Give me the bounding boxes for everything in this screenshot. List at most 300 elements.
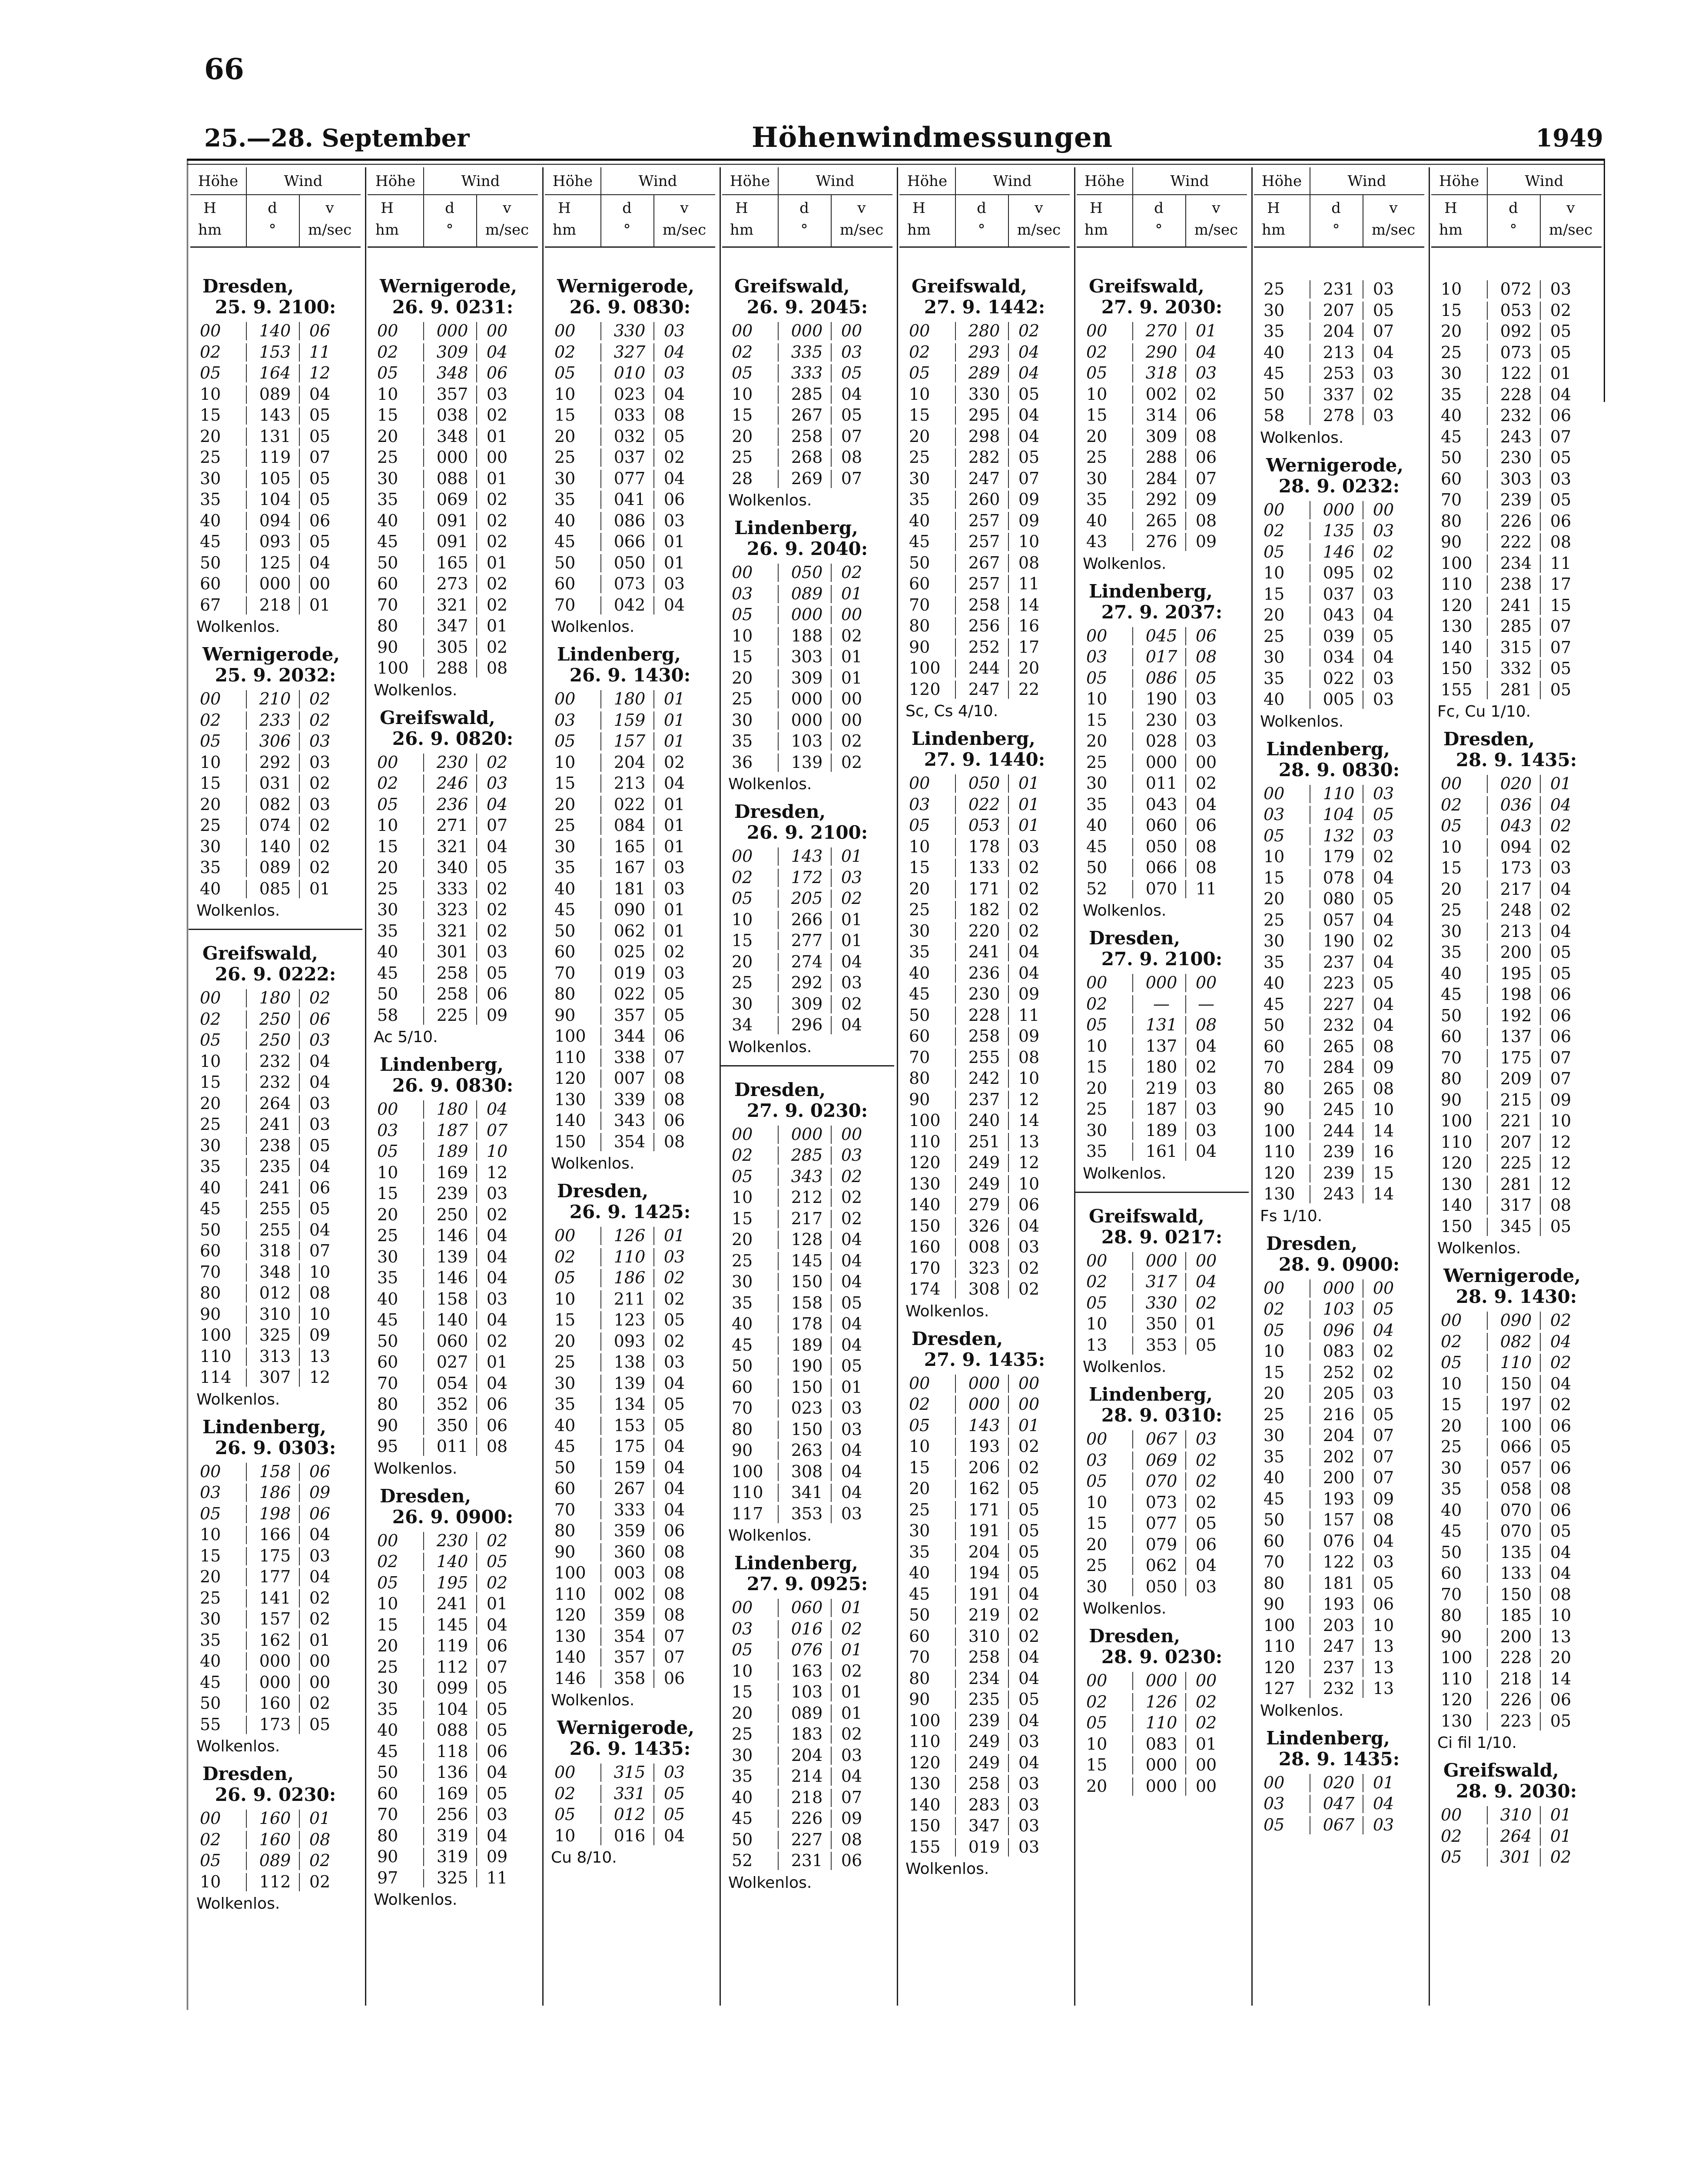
cell-divider (831, 1641, 832, 1659)
height-cell: 35 (377, 1268, 398, 1287)
direction-cell: 190 (791, 1356, 823, 1375)
speed-cell: 04 (1018, 342, 1040, 362)
speed-cell: 04 (663, 774, 685, 793)
cell-divider (778, 470, 779, 488)
cell-divider (1540, 1607, 1541, 1625)
cell-divider (1008, 322, 1009, 340)
direction-cell: 285 (791, 384, 823, 404)
cell-divider (778, 1146, 779, 1165)
table-row (545, 1415, 715, 1436)
speed-cell: 02 (841, 752, 862, 772)
cell-divider (1132, 1252, 1133, 1270)
column-body (899, 276, 1070, 1886)
speed-cell: 01 (1195, 1314, 1217, 1333)
speed-cell: 07 (1550, 1048, 1572, 1067)
height-cell: 40 (377, 942, 398, 961)
speed-cell: 04 (1018, 963, 1040, 983)
cell-divider (476, 1375, 477, 1393)
cell-divider (299, 1242, 300, 1260)
direction-cell: 235 (259, 1157, 291, 1176)
cell-divider (955, 796, 956, 814)
table-row (190, 1156, 361, 1177)
direction-cell: 244 (1323, 1121, 1355, 1140)
speed-cell: 00 (486, 448, 508, 467)
cell-divider (653, 1027, 654, 1046)
speed-cell: 05 (309, 426, 331, 446)
height-cell: 02 (200, 1009, 221, 1029)
cell-divider (1132, 343, 1133, 362)
table-row (190, 1198, 361, 1219)
direction-cell: 008 (968, 1237, 1000, 1256)
header-h-unit: hm (907, 221, 931, 239)
speed-cell: 03 (309, 1093, 331, 1113)
table-row (722, 731, 892, 752)
cell-divider (653, 964, 654, 983)
direction-cell: 308 (968, 1279, 1000, 1299)
speed-cell: 01 (1195, 321, 1217, 340)
height-cell: 10 (909, 1437, 930, 1456)
direction-cell: 089 (791, 1703, 823, 1723)
cell-divider (831, 1378, 832, 1397)
column-divider (1074, 167, 1075, 2006)
speed-cell: 03 (1373, 826, 1394, 845)
direction-cell: 305 (436, 637, 468, 657)
cell-divider (600, 1248, 601, 1266)
direction-cell: 191 (968, 1521, 1000, 1540)
cell-divider (831, 995, 832, 1013)
cell-divider (1185, 1735, 1186, 1754)
height-cell: 40 (200, 879, 221, 898)
speed-cell: 13 (1373, 1637, 1394, 1656)
table-row (1254, 1772, 1424, 1794)
height-cell: 02 (554, 1247, 576, 1266)
cell-divider (653, 1606, 654, 1624)
height-cell: 30 (377, 1678, 398, 1697)
header-d-unit: ° (1155, 221, 1163, 239)
direction-cell: 110 (1145, 1713, 1177, 1732)
cell-divider (600, 1027, 601, 1046)
direction-cell: 165 (436, 553, 468, 572)
cell-divider (1487, 1564, 1488, 1583)
height-cell: 80 (554, 984, 576, 1003)
direction-cell: 248 (1500, 900, 1532, 920)
cell-divider (1540, 1176, 1541, 1194)
direction-cell: 139 (436, 1247, 468, 1266)
cell-divider (831, 406, 832, 425)
table-row (899, 1499, 1070, 1521)
cell-divider (423, 1658, 424, 1677)
direction-cell: 060 (1145, 816, 1177, 835)
height-cell: 10 (200, 1525, 221, 1544)
table-row (190, 362, 361, 384)
cell-divider (423, 1122, 424, 1140)
table-row (190, 1177, 361, 1199)
table-row (545, 1762, 715, 1783)
direction-cell: 218 (1500, 1669, 1532, 1688)
cell-divider (955, 1417, 956, 1435)
direction-cell: 025 (614, 942, 646, 961)
speed-cell: 04 (663, 1479, 685, 1498)
cell-divider (831, 1252, 832, 1270)
speed-cell: 04 (1550, 385, 1572, 404)
cell-divider (653, 774, 654, 793)
height-cell: 50 (909, 553, 930, 572)
observation-datetime: 26. 9. 0231: (392, 296, 514, 318)
direction-cell: 218 (259, 595, 291, 614)
table-row (368, 1846, 538, 1867)
speed-cell: 00 (1373, 1278, 1394, 1298)
direction-cell: 232 (1500, 406, 1532, 425)
table-row (190, 1651, 361, 1672)
sounding-block (1077, 276, 1247, 576)
speed-cell: 01 (1018, 816, 1040, 835)
speed-cell: 03 (663, 1352, 685, 1372)
table-row (368, 1204, 538, 1226)
station-name: Lindenberg, (912, 728, 1035, 749)
cell-divider (1487, 1049, 1488, 1067)
table-row (722, 1597, 892, 1618)
table-row (1077, 1292, 1247, 1314)
table-row (368, 1867, 538, 1889)
direction-cell: 053 (968, 816, 1000, 835)
cell-divider (476, 575, 477, 593)
height-cell: 05 (377, 363, 398, 382)
height-cell: 05 (1264, 542, 1285, 561)
speed-cell: 04 (1373, 342, 1394, 362)
cell-divider (1540, 1028, 1541, 1046)
height-cell: 130 (1264, 1184, 1295, 1203)
table-row (368, 1267, 538, 1289)
height-cell: 40 (1264, 973, 1285, 993)
height-cell: 00 (1441, 1311, 1462, 1330)
cell-divider (476, 1721, 477, 1740)
direction-cell: 177 (259, 1567, 291, 1586)
cell-divider (831, 1725, 832, 1744)
table-row (899, 1194, 1070, 1216)
cell-divider (1540, 1438, 1541, 1456)
speed-cell: 06 (1195, 405, 1217, 425)
height-cell: 00 (554, 1763, 576, 1782)
direction-cell: 206 (968, 1458, 1000, 1477)
column-header (722, 167, 892, 252)
direction-cell: 274 (791, 952, 823, 971)
direction-cell: 249 (968, 1753, 1000, 1772)
height-cell: 110 (1264, 1142, 1295, 1161)
cell-divider (1487, 1112, 1488, 1130)
direction-cell: 283 (968, 1795, 1000, 1814)
cell-divider (600, 533, 601, 551)
cell-divider (1132, 859, 1133, 877)
direction-cell: 060 (791, 1598, 823, 1617)
cell-divider (246, 859, 247, 877)
cell-divider (246, 1010, 247, 1029)
cell-divider (600, 364, 601, 382)
cell-divider (299, 1348, 300, 1366)
cell-divider (600, 1522, 601, 1540)
speed-cell: 03 (841, 1745, 862, 1765)
table-row (899, 1584, 1070, 1605)
height-cell: 05 (200, 1851, 221, 1870)
table-row (899, 941, 1070, 963)
height-cell: 50 (909, 1605, 930, 1624)
cell-divider (1008, 1606, 1009, 1624)
height-cell: 60 (1264, 1036, 1285, 1056)
cell-divider (1540, 681, 1541, 699)
cell-divider (1540, 1218, 1541, 1236)
height-cell: 60 (732, 1377, 753, 1397)
cell-divider (476, 1100, 477, 1119)
direction-cell: 067 (1145, 1429, 1177, 1448)
direction-cell: 189 (436, 1142, 468, 1161)
cell-divider (778, 974, 779, 992)
height-cell: 15 (377, 405, 398, 425)
cell-divider (476, 859, 477, 877)
speed-cell: 06 (1550, 511, 1572, 531)
direction-cell: 146 (436, 1226, 468, 1245)
direction-cell: 078 (1323, 868, 1355, 887)
table-row (1254, 1425, 1424, 1446)
table-row (1254, 1636, 1424, 1657)
table-row (545, 384, 715, 405)
speed-cell: 04 (486, 1615, 508, 1634)
cell-divider (1185, 1273, 1186, 1291)
speed-cell: 03 (1550, 279, 1572, 299)
table-row (1254, 930, 1424, 952)
cell-divider (423, 922, 424, 940)
height-cell: 25 (732, 1724, 753, 1744)
cell-divider (600, 1290, 601, 1309)
cell-divider (1132, 1494, 1133, 1512)
cell-divider (600, 1311, 601, 1329)
cell-divider (476, 428, 477, 446)
height-cell: 10 (377, 1163, 398, 1182)
cell-divider (299, 1526, 300, 1544)
table-row (1431, 279, 1602, 300)
table-row (545, 857, 715, 878)
station-name: Wernigerode, (1443, 1265, 1581, 1286)
height-cell: 110 (200, 1346, 232, 1366)
direction-cell: 182 (968, 900, 1000, 919)
cell-divider (1185, 428, 1186, 446)
cell-divider (831, 1463, 832, 1481)
cell-divider (246, 1326, 247, 1345)
height-cell: 50 (554, 921, 576, 940)
direction-cell: 347 (968, 1816, 1000, 1835)
table-row (545, 1331, 715, 1352)
cell-divider (1487, 1480, 1488, 1498)
direction-cell: 158 (791, 1293, 823, 1312)
height-cell: 15 (1086, 710, 1108, 730)
height-cell: 60 (377, 1784, 398, 1803)
observation-datetime: 27. 9. 0925: (746, 1573, 868, 1594)
direction-cell: 310 (259, 1304, 291, 1324)
direction-cell: 284 (1323, 1058, 1355, 1077)
speed-cell: 03 (309, 731, 331, 751)
header-d: d (1509, 199, 1518, 217)
direction-cell: 315 (1500, 638, 1532, 657)
height-cell: 80 (554, 1521, 576, 1540)
direction-cell: 289 (968, 363, 1000, 382)
speed-cell: 12 (1018, 1089, 1040, 1109)
cell-divider (778, 847, 779, 866)
speed-cell: 06 (1550, 1006, 1572, 1025)
direction-cell: 264 (259, 1093, 291, 1113)
direction-cell: 054 (436, 1373, 468, 1393)
height-cell: 10 (1264, 563, 1285, 582)
height-cell: 20 (554, 1331, 576, 1351)
cell-divider (423, 754, 424, 772)
sounding-block (1077, 1384, 1247, 1621)
cell-divider (476, 1290, 477, 1309)
table-row (190, 1093, 361, 1114)
cell-divider (1008, 943, 1009, 961)
height-cell: 60 (1264, 1531, 1285, 1551)
header-v: v (1035, 199, 1043, 217)
cell-divider (423, 1332, 424, 1351)
speed-cell: 08 (1195, 1015, 1217, 1034)
speed-cell: 05 (1373, 1573, 1394, 1593)
cell-divider (1008, 1049, 1009, 1067)
cell-divider (1540, 1586, 1541, 1604)
speed-cell: 01 (486, 468, 508, 488)
direction-cell: 060 (436, 1331, 468, 1351)
cell-divider (600, 754, 601, 772)
sounding-block (368, 1054, 538, 1481)
table-row (190, 510, 361, 531)
cell-divider (653, 985, 654, 1003)
table-row (899, 920, 1070, 942)
cell-divider (1487, 1806, 1488, 1824)
direction-cell: 255 (259, 1199, 291, 1218)
table-row (1077, 972, 1247, 993)
header-v-unit: m/sec (1371, 221, 1416, 239)
direction-cell: 195 (1500, 963, 1532, 983)
height-cell: 140 (1441, 638, 1473, 657)
speed-cell: 05 (486, 963, 508, 983)
direction-cell: 000 (968, 1395, 1000, 1414)
table-row (368, 1720, 538, 1741)
speed-cell: 16 (1373, 1142, 1394, 1161)
table-row (368, 1762, 538, 1783)
height-cell: 35 (1441, 385, 1462, 404)
cell-divider (1487, 1133, 1488, 1152)
table-row (899, 1005, 1070, 1026)
cell-divider (600, 1764, 601, 1782)
cell-divider (955, 512, 956, 530)
direction-cell: 195 (436, 1573, 468, 1592)
cell-divider (955, 1712, 956, 1730)
cell-divider (1008, 1375, 1009, 1393)
cell-divider (1185, 796, 1186, 814)
cell-divider (653, 406, 654, 425)
direction-cell: 232 (1323, 1016, 1355, 1035)
table-row (1077, 510, 1247, 531)
height-cell: 40 (732, 1314, 753, 1333)
direction-cell: 112 (436, 1657, 468, 1677)
height-cell: 02 (1264, 521, 1285, 540)
cell-divider (1008, 533, 1009, 551)
direction-cell: 258 (791, 426, 823, 446)
height-cell: 30 (377, 1247, 398, 1266)
speed-cell: 01 (841, 931, 862, 950)
height-cell: 60 (909, 574, 930, 593)
table-row (190, 447, 361, 468)
speed-cell: 03 (1018, 1237, 1040, 1256)
speed-cell: 02 (1018, 1437, 1040, 1456)
height-cell: 03 (1086, 1450, 1108, 1470)
height-cell: 45 (732, 1809, 753, 1828)
table-column (899, 167, 1070, 2006)
table-row (899, 1815, 1070, 1837)
cell-divider (1008, 470, 1009, 488)
cell-divider (476, 1248, 477, 1266)
cell-divider (1540, 491, 1541, 509)
cell-divider (299, 1073, 300, 1092)
speed-cell: 01 (309, 1630, 331, 1650)
cell-divider (600, 1395, 601, 1414)
header-h-unit: hm (1084, 221, 1108, 239)
table-row (722, 1145, 892, 1166)
cell-divider (955, 1838, 956, 1857)
header-hoehe: Höhe (552, 173, 593, 190)
cell-divider (1487, 943, 1488, 962)
speed-cell: 08 (1195, 647, 1217, 666)
speed-cell: 02 (1195, 1293, 1217, 1312)
speed-cell: 05 (663, 1784, 685, 1803)
direction-cell: 204 (968, 1542, 1000, 1561)
speed-cell: 10 (1018, 1069, 1040, 1088)
cell-divider (476, 554, 477, 572)
cell-divider (299, 1326, 300, 1345)
table-row (722, 1618, 892, 1640)
height-cell: 20 (732, 1230, 753, 1249)
table-row (899, 489, 1070, 510)
speed-cell: 14 (1018, 595, 1040, 614)
height-cell: 05 (732, 1166, 753, 1186)
table-row (1077, 426, 1247, 447)
speed-cell: 04 (1550, 1564, 1572, 1583)
direction-cell: 093 (614, 1331, 646, 1351)
direction-cell: 027 (436, 1352, 468, 1372)
cell-divider (653, 922, 654, 940)
height-cell: 25 (554, 1352, 576, 1372)
sounding-block (545, 276, 715, 639)
table-row (722, 1461, 892, 1482)
height-cell: 20 (377, 1205, 398, 1224)
direction-cell: 189 (1145, 1120, 1177, 1140)
table-row (545, 1478, 715, 1499)
table-row (899, 679, 1070, 700)
table-row (899, 983, 1070, 1005)
observation-datetime: 28. 9. 1430: (1456, 1286, 1577, 1307)
cell-divider (1185, 1016, 1186, 1034)
table-row (190, 573, 361, 595)
cell-divider (246, 1810, 247, 1828)
column-divider (1251, 167, 1253, 2006)
direction-cell: 110 (614, 1247, 646, 1266)
header-hoehe: Höhe (1261, 173, 1302, 190)
direction-cell: 045 (1145, 626, 1177, 645)
cell-divider (955, 774, 956, 793)
header-wind: Wind (1170, 173, 1209, 190)
direction-cell: 140 (259, 321, 291, 340)
height-cell: 90 (909, 1089, 930, 1109)
speed-cell: 06 (1550, 406, 1572, 425)
direction-cell: 067 (1323, 1815, 1355, 1834)
cell-divider (600, 1070, 601, 1088)
height-cell: 35 (200, 858, 221, 877)
direction-cell: 178 (791, 1314, 823, 1333)
